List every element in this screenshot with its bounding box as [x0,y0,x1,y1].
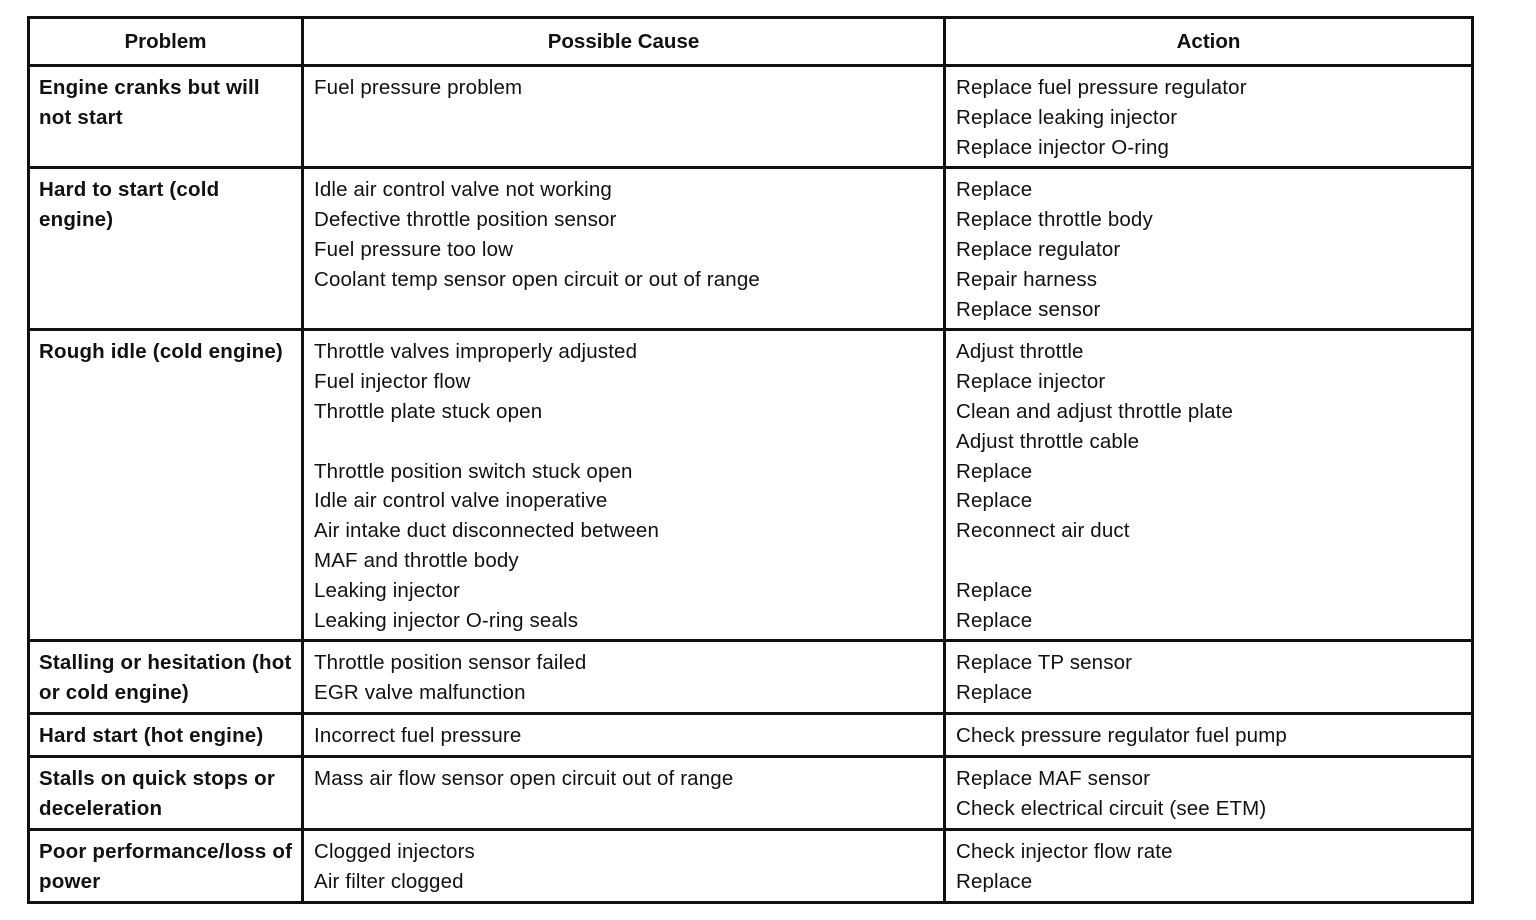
problem-cell [29,66,303,168]
cause-line: Coolant temp sensor open circuit or out of range [314,267,760,291]
cause-line [314,133,935,163]
action-line: Replace leaking injector [956,105,1178,129]
problem-cell [29,168,303,330]
action-line: Adjust throttle [956,340,1084,364]
cause-line: Clogged injectors [314,840,475,864]
cause-cell [303,714,945,757]
table-row [29,641,1473,714]
action-line: Replace [956,178,1033,202]
cause-cell [303,168,945,330]
problem-cell [29,757,303,830]
cause-line: Throttle valves improperly adjusted [314,340,638,364]
action-line: Reconnect air duct [956,519,1130,543]
cause-line: Fuel pressure problem [314,76,523,99]
problem-text: Stalls on quick stops or deceleration [39,767,276,821]
problem-text: Stalling or hesitation (hot or cold engine) [39,651,292,705]
action-line: Check electrical circuit (see ETM) [956,797,1267,821]
cause-line: Mass air flow sensor open circuit out of range [314,767,734,791]
action-line: Replace [956,489,1033,513]
cause-line: Fuel injector flow [314,370,471,394]
cause-line: Air intake duct disconnected between [314,519,660,543]
cause-line [314,103,935,133]
header-row [29,18,1473,66]
cause-line: Throttle position sensor failed [314,651,587,675]
header-action: Action [945,18,1473,66]
action-line: Replace [956,578,1033,602]
action-line: Replace TP sensor [956,651,1133,675]
action-line: Replace sensor [956,297,1101,321]
action-cell [945,641,1473,714]
action-line: Replace fuel pressure regulator [956,76,1247,99]
cause-cell [303,66,945,168]
table-row [29,168,1473,330]
action-cell [945,66,1473,168]
cause-line: Throttle plate stuck open [314,399,543,423]
action-line: Replace [956,681,1033,705]
table-body [29,66,1473,903]
table-row [29,714,1473,757]
action-cell [945,330,1473,641]
cause-line: Idle air control valve inoperative [314,489,608,513]
header-possible-cause: Possible Cause [303,18,945,66]
action-line: Adjust throttle cable [956,429,1140,453]
problem-text: Engine cranks but will not start [39,76,260,129]
action-cell [945,830,1473,903]
cause-cell [303,330,945,641]
action-line: Replace [956,870,1033,894]
cause-line: Throttle position switch stuck open [314,459,633,483]
action-line [956,546,1463,576]
cause-line: Idle air control valve not working [314,178,612,202]
cause-line: MAF and throttle body [314,548,519,572]
problem-cell [29,830,303,903]
cause-line: Incorrect fuel pressure [314,724,522,748]
action-cell [945,714,1473,757]
action-line: Replace injector O-ring [956,135,1170,159]
problem-text: Hard start (hot engine) [39,724,264,748]
table-row [29,757,1473,830]
problem-text: Poor performance/loss of power [39,840,293,894]
action-line: Replace injector [956,370,1106,394]
problem-cell [29,714,303,757]
cause-cell [303,830,945,903]
problem-text: Rough idle (cold engine) [39,340,283,364]
cause-cell [303,641,945,714]
problem-cell [29,330,303,641]
action-line: Replace regulator [956,237,1121,261]
action-line: Replace [956,459,1033,483]
cause-line: Defective throttle position sensor [314,208,617,232]
action-line: Check injector flow rate [956,840,1173,864]
table-row [29,830,1473,903]
troubleshooting-table [27,16,1474,904]
cause-line: Leaking injector [314,578,460,602]
action-cell [945,168,1473,330]
cause-line [314,427,935,457]
cause-cell [303,757,945,830]
cause-line: Air filter clogged [314,870,464,894]
problem-text: Hard to start (cold engine) [39,178,220,232]
cause-line [314,794,935,824]
action-line: Repair harness [956,267,1098,291]
cause-line: Fuel pressure too low [314,237,514,261]
action-line: Replace throttle body [956,208,1153,232]
action-line: Clean and adjust throttle plate [956,399,1234,423]
cause-line: Leaking injector O-ring seals [314,608,579,632]
action-line: Replace [956,608,1033,632]
table-row [29,66,1473,168]
action-line: Replace MAF sensor [956,767,1151,791]
cause-line: EGR valve malfunction [314,681,526,705]
cause-line [314,295,935,325]
table-row [29,330,1473,641]
header-problem: Problem [29,18,303,66]
problem-cell [29,641,303,714]
action-cell [945,757,1473,830]
action-line: Check pressure regulator fuel pump [956,724,1287,748]
